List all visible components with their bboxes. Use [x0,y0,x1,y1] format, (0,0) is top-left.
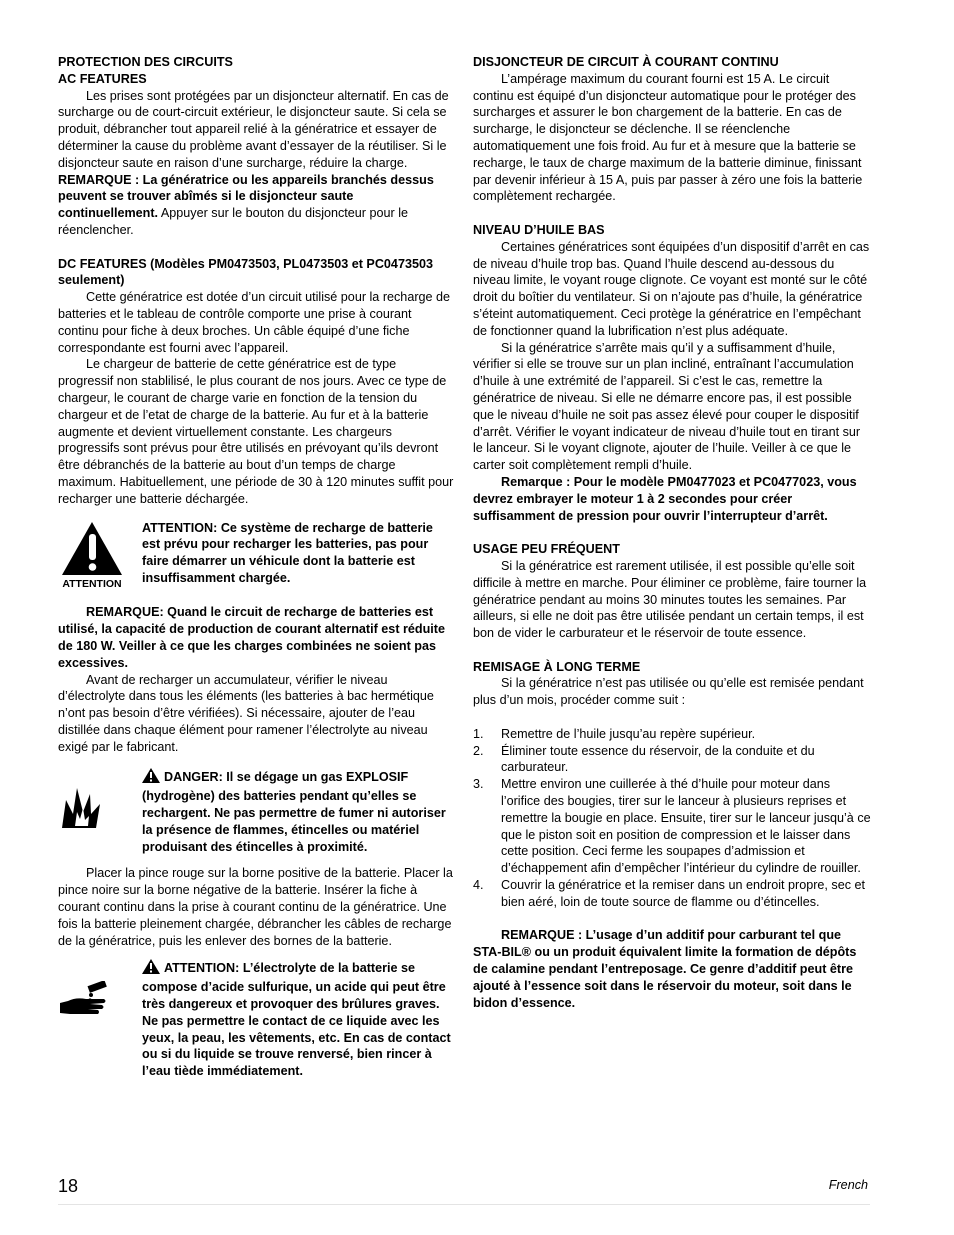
attention-block-1 [58,520,454,595]
remarque-charge: REMARQUE: Quand le circuit de recharge de batteries est utilisé, la capacité de production de courant alternatif est réduite de 180 W. Veiller à ce que les charges combinées ne soient pas excessives. [58,605,445,670]
heading-disjoncteur: DISJONCTEUR DE CIRCUIT À COURANT CONTINU [473,55,779,69]
list-item: 4. Couvrir la génératrice et la remiser dans un endroit propre, sec et bien aéré, loin de toute source de flamme ou d’étincelles. [473,878,865,909]
ac-text: Les prises sont protégées par un disjoncteur alternatif. En cas de surcharge ou de court-circuit extérieur, le disjoncteur saute. Si cela se produit, débrancher tout appareil relié à la génératrice et essayer de déterminer la cause du problème avant d’essayer de la réutiliser. Si le disjoncteur saute en raison d’une surcharge, réduire la charge. [58,88,449,170]
explosion-icon [58,786,102,830]
heading-dc-features: DC FEATURES (Modèles PM0473503, PL0473503 et PC0473503 seulement) [58,256,433,288]
list-item: 1. Remettre de l’huile jusqu’au repère supérieur. [473,726,756,741]
acid-icon-wrap [58,959,142,1022]
usage-paragraph: Si la génératrice est rarement utilisée, il est possible qu’elle soit difficile à mettre en marche. Pour éliminer ce problème, faire tourner la génératrice pendant au moins 30 minutes toutes les semaines. Par ailleurs, si elle ne doit pas être utilisée pendant un certain temps, il est bon de vider le carburateur et le réservoir de toute essence. [473,558,867,641]
danger-triangle-icon [142,768,160,788]
ac-remark: REMARQUE : La génératrice ou les appareils branchés dessus peuvent se trouver abîmés si le disjoncteur saute continuellement. [58,172,434,221]
dc-paragraph-2: Le chargeur de batterie de cette génératrice est de type progressif non stablilisé, le plus courant de nos jours. Avec ce type de chargeur, le courant de charge varie en fonction de la tension du chargeur et de l’etat de charge de la batterie. Au fur et à la batterie augmente et devient virtuellement constante. Les chargeurs progressifs sont prévus pour être utilisés en prévoyant qu’ils devront être débranchés de la batterie au bout d’un temps de charge maximum. Habituellement, une période de 30 à 120 minutes suffit pour recharger une batterie déchargée. [58,357,454,506]
attention-icon-label: ATTENTION [62,577,122,590]
acid-hand-icon [58,981,110,1017]
huile-paragraph-2: Si la génératrice s’arrête mais qu’il y a suffisamment d’huile, vérifier si elle se trouve sur un plan incliné, entraînant l’accumulation d’huile à une extrémité de l’appareil. Si c’est le cas, remettre la génératrice de niveau. Si elle ne démarre encore pas, il est possible que le niveau d’huile ne soit pas assez élevé pour couper le dispositif d’arrêt. Vérifier le voyant indicateur de niveau d’huile tout en tirant sur le lanceur. Si le voyant clignote, ajouter de l’huile. Veiller à ce que le carter soit complètement rempli d’huile. [473,340,861,473]
footer-divider [58,1204,870,1205]
heading-protection: PROTECTION DES CIRCUITS [58,55,233,69]
exclamation-triangle-icon [58,520,128,590]
list-item: 2. Éliminer toute essence du réservoir, de la conduite et du carburateur. [473,743,815,775]
attention-text-2-wrap [142,959,454,1080]
attention-warning-icon [58,520,142,595]
page-number: 18 [58,1176,79,1196]
additif-remarque: REMARQUE : L’usage d’un additif pour carburant tel que STA-BIL® ou un produit équivalent limite la formation de dépôts de calamine pendant l’entreposage. Ce genre d’additif peut être ajouté à l’essence soit dans le réservoir du moteur, soit dans le bidon d’essence. [473,928,857,1010]
danger-text-wrap [142,768,454,855]
right-column [473,54,871,1011]
heading-niveau-huile: NIVEAU D’HUILE BAS [473,222,605,237]
disjoncteur-paragraph: L’ampérage maximum du courant fourni est 15 A. Le circuit continu est équipé d’un disjoncteur automatique pour le protéger des surcharges et assurer le bon chargement de la batterie. En cas de surcharge, le disjoncteur se déclenche. Il se réenclenche automatiquement une fois froid. Au fur et à mesure que la batterie se recharge, le taux de charge maximum de la batterie diminue, finissant par devenir inférieur à 15 A, puis par passer à zéro une fois la batterie complètement rechargée. [473,71,863,204]
attention-text-2: ATTENTION: L’électrolyte de la batterie se compose d’acide sulfurique, un acide qui peut être très dangereux et provoquer des brûlures graves. Ne pas permettre le contact de ce liquide avec les yeux, la peau, les vêtements, etc. En cas de contact ou si du liquide se trouve renversé, bien rincer à l’eau tiède immédiatement. [142,961,451,1079]
language-label: French [828,1178,868,1192]
attention-triangle-icon [142,959,160,979]
huile-paragraph-1: Certaines génératrices sont équipées d’un dispositif d’arrêt en cas de niveau d’huile trop bas. Quand l’huile descend au-dessous du niveau limite, le voyant rouge clignote. Ce voyant est monté sur le côté droit du boîtier du ventilateur. Si on n’ajoute pas d’huile, la génératrice s’éteint automatiquement. Ceci protège la génératrice en l’empêchant de fonctionner quand la lubrification n’est plus adéquate. [473,239,870,338]
list-item: 3. Mettre environ une cuillerée à thé d’huile pour moteur dans l’orifice des bougies, tirer sur le lanceur à plusieurs reprises et remettre la bougie en place. Ensuite, tirer sur le lanceur jusqu’à ce que le piston soit en position de compression et le laisser dans cette position. Ceci ferme les soupapes d’admission et d’échappement afin d’empêcher l’intérieur du cylindre de rouiller. [473,777,871,876]
ac-paragraph [58,88,454,239]
heading-usage: USAGE PEU FRÉQUENT [473,542,620,557]
heading-ac-features: AC FEATURES [58,71,147,86]
remisage-paragraph: Si la génératrice n’est pas utilisée ou qu’elle est remisée pendant plus d’un mois, procéder comme suit : [473,676,864,708]
pince-paragraph: Placer la pince rouge sur la borne positive de la batterie. Placer la pince noire sur la borne négative de la batterie. Insérer la fiche à courant continu dans la prise à courant continu de la génératrice. Une fois la batterie pleinement chargée, débrancher les câbles de recharge de la génératrice, puis les enlever des bornes de la batterie. [58,866,453,948]
remisage-steps [473,726,871,911]
danger-text: DANGER: Il se dégage un gas EXPLOSIF (hydrogène) des batteries pendant qu’elles se rechargent. Ne pas permettre de fumer ni autoriser la présence de flammes, étincelles ou matériel produisant des étincelles à proximité. [142,770,446,854]
ac-text-end: Appuyer sur le bouton du disjoncteur pour le réenclencher. [58,206,409,237]
dc-paragraph-1: Cette génératrice est dotée d’un circuit utilisé pour la recharge de batteries et le tableau de contrôle comporte une prise à courant continu pour fiche à deux broches. Un câble équipé d’une fiche correspondante est fourni avec l’appareil. [58,290,451,355]
attention-block-2 [58,959,454,1080]
huile-remarque: Remarque : Pour le modèle PM0477023 et PC0477023, vous devrez embrayer le moteur 1 à 2 secondes pour créer suffisamment de pression pour ouvrir l’interrupteur d’arrêt. [473,474,857,523]
left-column [58,54,454,1080]
heading-remisage: REMISAGE À LONG TERME [473,659,641,674]
electrolyte-paragraph: Avant de recharger un accumulateur, vérifier le niveau d’électrolyte dans tous les éléments (les batteries à bac hermétique n’ont pas besoin d’être vérifiées). Si nécessaire, ajouter de l’eau distillée dans chaque élément pour ramener l’électrolyte au niveau exigé par le fabricant. [58,672,434,754]
attention-text-1: ATTENTION: Ce système de recharge de batterie est prévu pour recharger les batteries, pas pour faire démarrer un véhicule dont la batterie est insuffisamment chargée. [142,520,433,585]
danger-block [58,768,454,855]
explosion-icon-wrap [58,768,142,835]
